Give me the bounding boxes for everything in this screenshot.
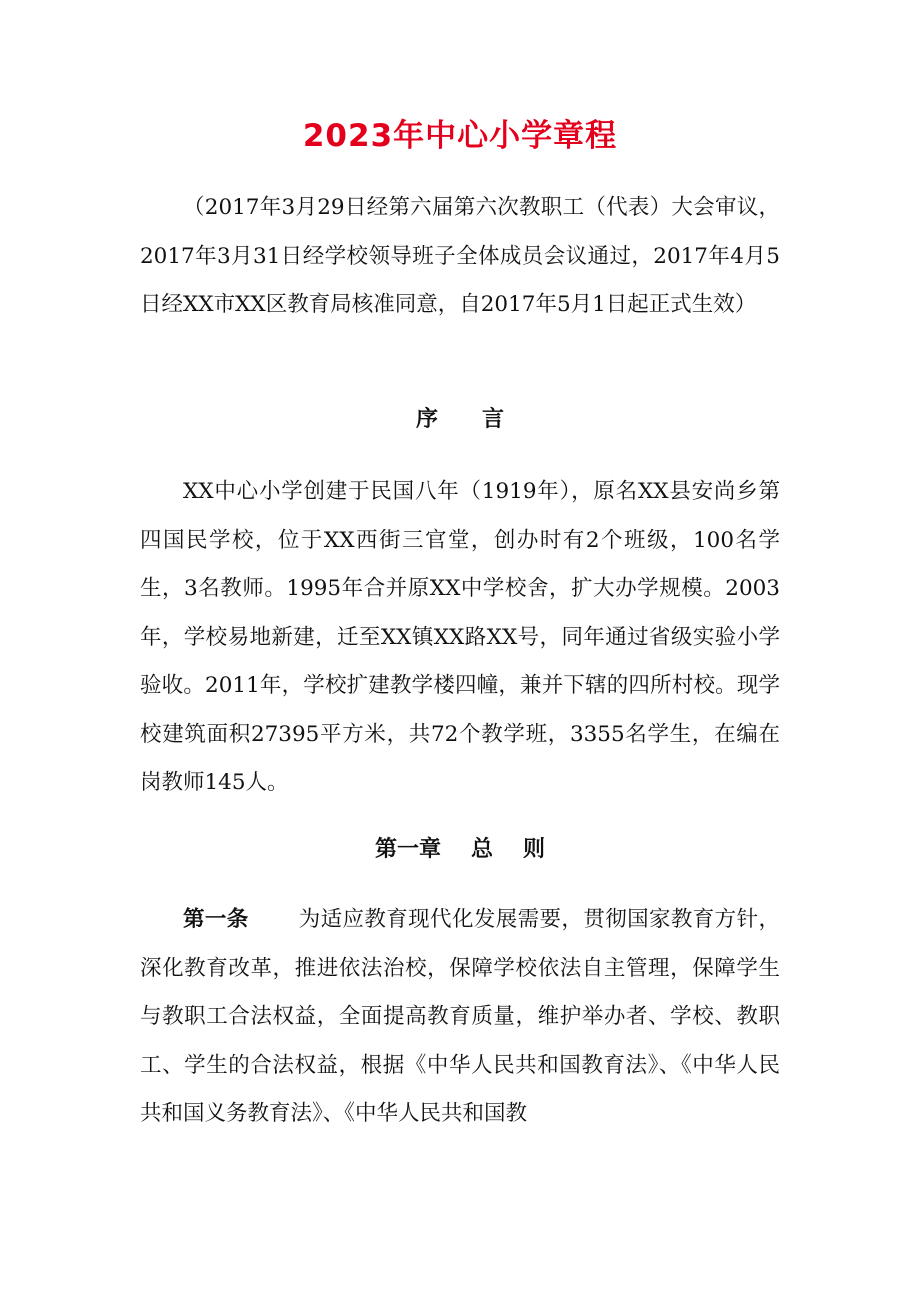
approval-note-block	[140, 184, 780, 330]
chapter-1-title-part2: 则	[523, 837, 546, 862]
article-1	[140, 896, 780, 1139]
article-1-block	[140, 896, 780, 1139]
preface-body-block	[140, 468, 780, 808]
preface-heading-right: 言	[482, 407, 505, 432]
preface-body: XX中心小学创建于民国八年（1919年），原名XX县安尚乡第四国民学校，位于XX西街三官堂，创办时有2个班级，100名学生，3名教师。1995年合并原XX中学校舍，扩大办学规模。2003年，学校易地新建，迁至XX镇XX路XX号，同年通过省级实验小学验收。2011年，学校扩建教学楼四幢，兼并下辖的四所村校。现学校建筑面积27395平方米，共72个教学班，3355名学生，在编在岗教师145人。	[140, 479, 780, 795]
chapter-1-number: 第一章	[374, 837, 441, 862]
article-1-label: 第一条	[183, 907, 249, 932]
chapter-1-heading	[0, 826, 920, 874]
article-1-text: 为适应教育现代化发展需要，贯彻国家教育方针，深化教育改革，推进依法治校，保障学校依法自主管理，保障学生与教职工合法权益，全面提高教育质量，维护举办者、学校、教职工、学生的合法权益，根据《中华人民共和国教育法》、《中华人民共和国义务教育法》、《中华人民共和国教	[140, 907, 780, 1126]
approval-note: （2017年3月29日经第六届第六次教职工（代表）大会审议，2017年3月31日经学校领导班子全体成员会议通过，2017年4月5日经XX市XX区教育局核准同意，自2017年5月1日起正式生效）	[140, 195, 780, 317]
document-title: 2023年中心小学章程	[302, 118, 618, 154]
preface-heading	[0, 396, 920, 444]
chapter-1-title-part1: 总	[470, 837, 493, 862]
preface-heading-left: 序	[415, 407, 438, 432]
